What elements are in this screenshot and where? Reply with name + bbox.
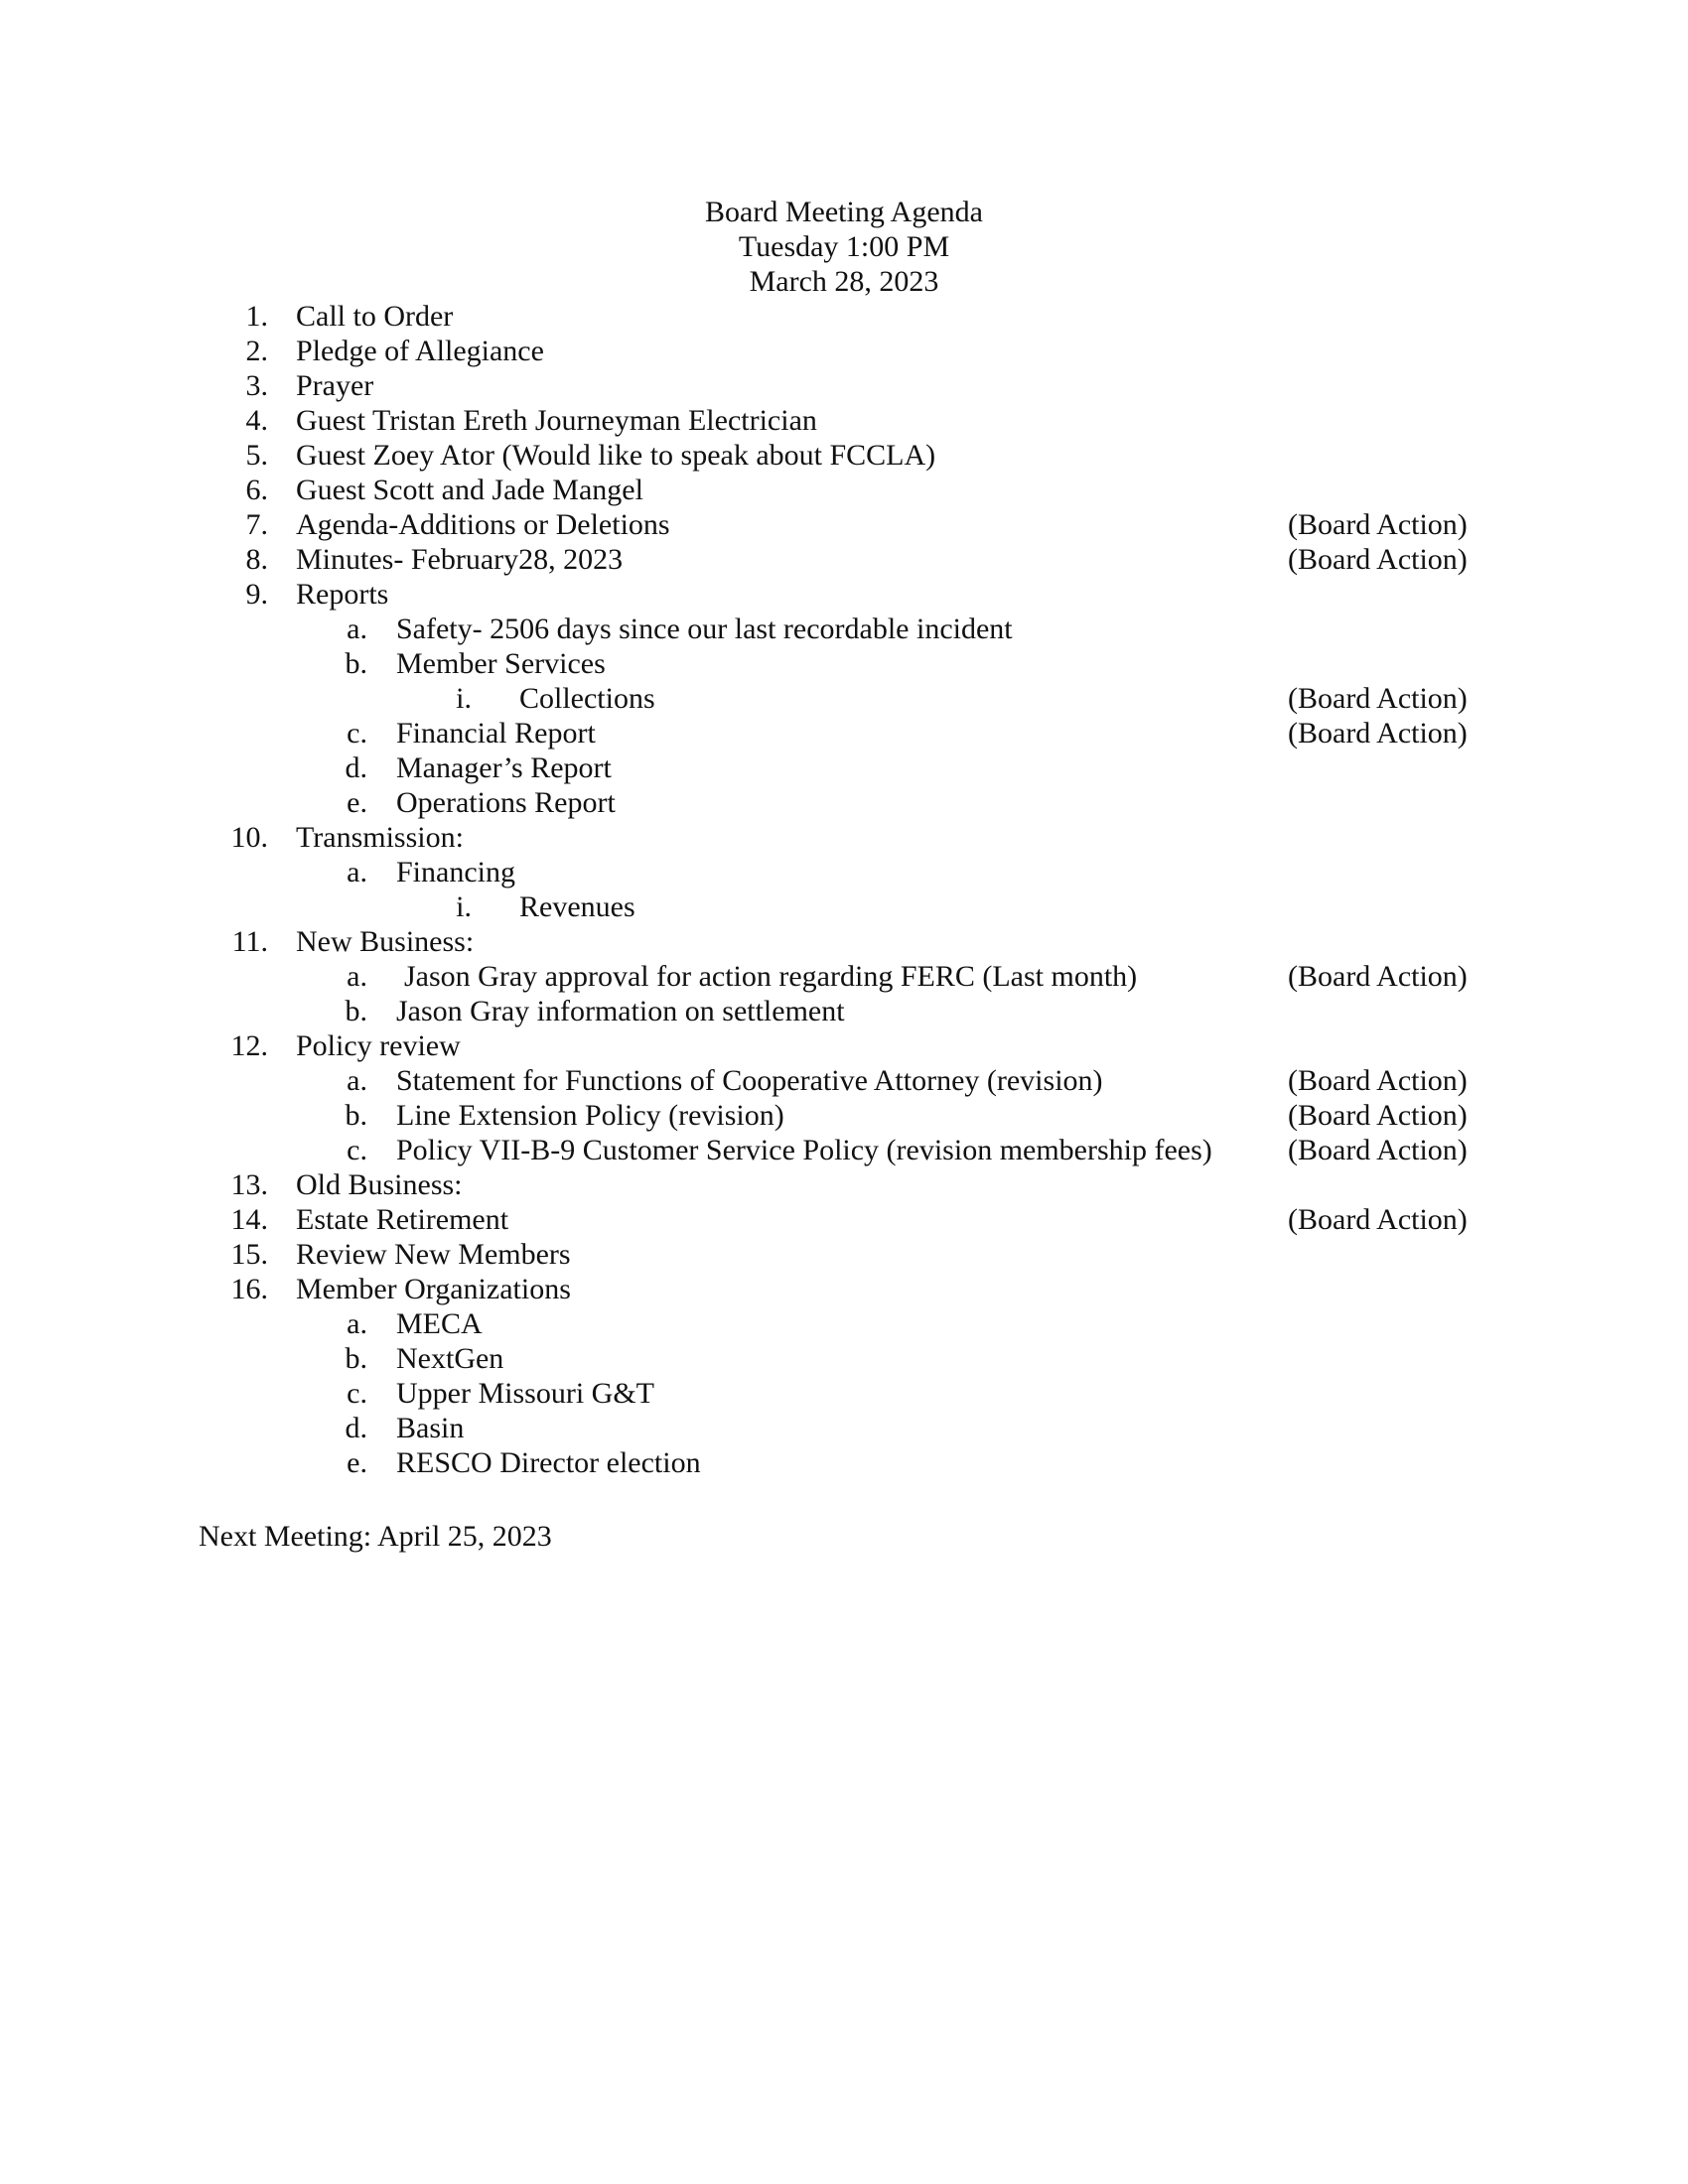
agenda-item	[0, 716, 1688, 751]
agenda-item-text: Pledge of Allegiance	[296, 335, 544, 367]
agenda-item-text: Agenda-Additions or Deletions	[296, 508, 670, 541]
agenda-item-number: 16.	[230, 1273, 268, 1305]
agenda-item-number: 6.	[245, 474, 268, 506]
agenda-item	[0, 785, 1688, 820]
agenda-item-text: Transmission:	[296, 821, 464, 854]
agenda-item	[0, 612, 1688, 646]
agenda-item	[0, 1167, 1688, 1202]
agenda-item	[0, 438, 1688, 473]
agenda-item-text: Jason Gray information on settlement	[396, 995, 845, 1027]
agenda-item	[0, 1063, 1688, 1098]
agenda-item-text: Guest Tristan Ereth Journeyman Electrician	[296, 404, 817, 437]
agenda-item-number: c.	[347, 1134, 367, 1166]
agenda-item-text: Manager’s Report	[396, 751, 612, 784]
agenda-item-number: e.	[347, 786, 367, 819]
agenda-item	[0, 855, 1688, 889]
agenda-item	[0, 994, 1688, 1028]
board-action-label: (Board Action)	[1288, 1064, 1468, 1097]
meeting-date: March 28, 2023	[749, 265, 939, 298]
agenda-item-number: d.	[345, 1412, 367, 1444]
agenda-item	[0, 473, 1688, 507]
agenda-item-text: Collections	[519, 682, 655, 715]
agenda-item-text: Operations Report	[396, 786, 616, 819]
board-action-label: (Board Action)	[1288, 1099, 1468, 1132]
board-action-label: (Board Action)	[1288, 543, 1468, 576]
agenda-item	[0, 542, 1688, 577]
agenda-item-text: Policy review	[296, 1029, 461, 1062]
agenda-item-number: a.	[347, 1307, 367, 1340]
agenda-item-text: Member Organizations	[296, 1273, 571, 1305]
agenda-item	[0, 1272, 1688, 1306]
agenda-item	[0, 1237, 1688, 1272]
agenda-item	[0, 299, 1688, 334]
agenda-item-number: 7.	[245, 508, 268, 541]
agenda-item-number: 14.	[230, 1203, 268, 1236]
board-action-label: (Board Action)	[1288, 1134, 1468, 1166]
agenda-item-text: Estate Retirement	[296, 1203, 509, 1236]
agenda-item-text: Upper Missouri G&T	[396, 1377, 654, 1410]
agenda-item	[0, 924, 1688, 959]
agenda-item-text: Guest Zoey Ator (Would like to speak about FCCLA)	[296, 439, 936, 472]
agenda-item	[0, 889, 1688, 924]
agenda-item	[0, 368, 1688, 403]
agenda-item-number: 2.	[245, 335, 268, 367]
agenda-item-number: 12.	[230, 1029, 268, 1062]
agenda-item-number: i.	[456, 890, 472, 923]
agenda-item-text: Safety- 2506 days since our last recordable incident	[396, 613, 1013, 645]
agenda-item-text: Old Business:	[296, 1168, 463, 1201]
agenda-item-number: 15.	[230, 1238, 268, 1271]
agenda-item	[0, 820, 1688, 855]
agenda-item-text: MECA	[396, 1307, 483, 1340]
agenda-item-number: a.	[347, 613, 367, 645]
agenda-header	[0, 195, 1688, 299]
agenda-item-text: New Business:	[296, 925, 475, 958]
board-action-label: (Board Action)	[1288, 717, 1468, 750]
agenda-item-number: i.	[456, 682, 472, 715]
agenda-item	[0, 507, 1688, 542]
meeting-time: Tuesday 1:00 PM	[738, 230, 950, 263]
agenda-item	[0, 1133, 1688, 1167]
agenda-item	[0, 751, 1688, 785]
next-meeting: Next Meeting: April 25, 2023	[199, 1520, 552, 1553]
agenda-item-text: Minutes- February28, 2023	[296, 543, 624, 576]
agenda-item	[0, 577, 1688, 612]
agenda-item-text: Prayer	[296, 369, 374, 402]
agenda-item-number: a.	[347, 856, 367, 888]
agenda-item-text: NextGen	[396, 1342, 504, 1375]
agenda-item	[0, 1098, 1688, 1133]
agenda-item-number: 3.	[245, 369, 268, 402]
agenda-item	[0, 1341, 1688, 1376]
agenda-item-text: Statement for Functions of Cooperative Attorney (revision)	[396, 1064, 1103, 1097]
agenda-item-text: Call to Order	[296, 300, 454, 333]
agenda-list	[0, 299, 1688, 1480]
agenda-item-number: a.	[347, 1064, 367, 1097]
agenda-item-text: Reports	[296, 578, 389, 611]
agenda-item-text: Review New Members	[296, 1238, 571, 1271]
agenda-item-number: b.	[345, 1099, 367, 1132]
board-action-label: (Board Action)	[1288, 682, 1468, 715]
agenda-item-number: b.	[345, 1342, 367, 1375]
board-action-label: (Board Action)	[1288, 508, 1468, 541]
agenda-item-number: c.	[347, 717, 367, 750]
agenda-item-text: Jason Gray approval for action regarding FERC (Last month)	[404, 960, 1138, 993]
agenda-item-text: Financing	[396, 856, 515, 888]
agenda-item	[0, 646, 1688, 681]
agenda-item-text: RESCO Director election	[396, 1446, 701, 1479]
agenda-item-number: a.	[347, 960, 367, 993]
agenda-item-text: Line Extension Policy (revision)	[396, 1099, 784, 1132]
agenda-item-number: 5.	[245, 439, 268, 472]
agenda-item	[0, 334, 1688, 368]
agenda-item-text: Basin	[396, 1412, 465, 1444]
agenda-item	[0, 1202, 1688, 1237]
board-action-label: (Board Action)	[1288, 1203, 1468, 1236]
agenda-item-number: c.	[347, 1377, 367, 1410]
agenda-item	[0, 1376, 1688, 1411]
agenda-item-text: Guest Scott and Jade Mangel	[296, 474, 643, 506]
agenda-item	[0, 1411, 1688, 1445]
agenda-item-number: 1.	[245, 300, 268, 333]
agenda-item-number: 4.	[245, 404, 268, 437]
agenda-item-number: 11.	[231, 925, 268, 958]
agenda-item-number: 9.	[245, 578, 268, 611]
agenda-item-number: d.	[345, 751, 367, 784]
agenda-title: Board Meeting Agenda	[705, 196, 983, 228]
agenda-item-text: Member Services	[396, 647, 606, 680]
agenda-item-text: Policy VII-B-9 Customer Service Policy (revision membership fees)	[396, 1134, 1212, 1166]
agenda-item	[0, 959, 1688, 994]
agenda-item	[0, 1445, 1688, 1480]
agenda-item	[0, 681, 1688, 716]
board-action-label: (Board Action)	[1288, 960, 1468, 993]
agenda-item-number: 10.	[230, 821, 268, 854]
agenda-item	[0, 403, 1688, 438]
agenda-item-number: 13.	[230, 1168, 268, 1201]
agenda-item-text: Revenues	[519, 890, 635, 923]
agenda-item	[0, 1028, 1688, 1063]
agenda-item-number: 8.	[245, 543, 268, 576]
agenda-item-number: b.	[345, 995, 367, 1027]
agenda-item-text: Financial Report	[396, 717, 596, 750]
agenda-item-number: b.	[345, 647, 367, 680]
agenda-item	[0, 1306, 1688, 1341]
agenda-item-number: e.	[347, 1446, 367, 1479]
